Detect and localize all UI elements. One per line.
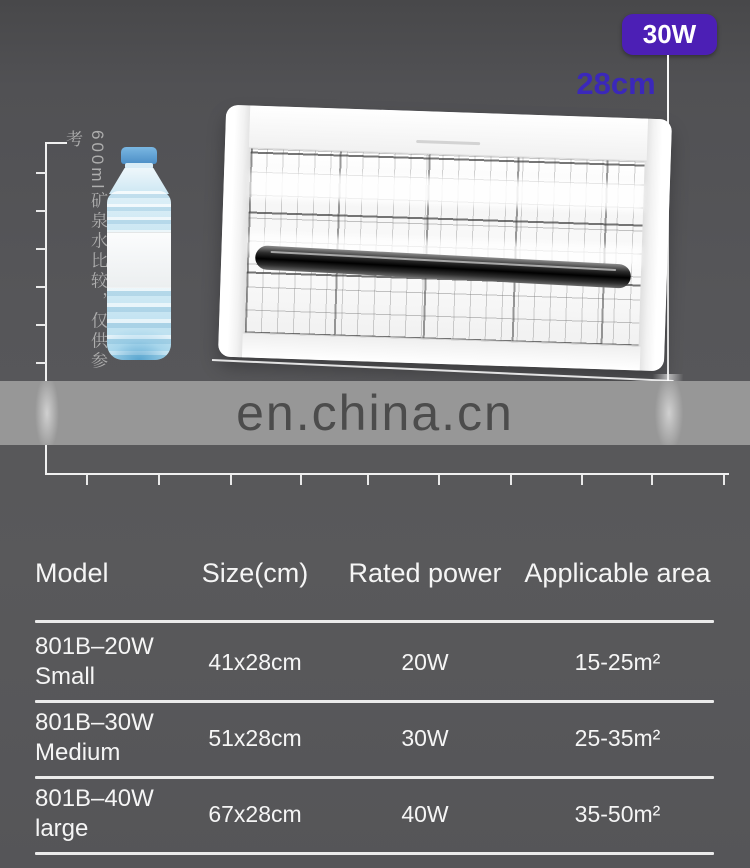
comparison-note: 600ml矿泉水比较，仅供参考 — [63, 130, 107, 372]
ruler-tick — [36, 248, 46, 250]
insect-killer-lamp — [218, 105, 672, 372]
table-row — [35, 778, 715, 850]
power-cell: 20W — [401, 648, 449, 675]
ruler-tick — [158, 475, 160, 485]
ruler-tick — [581, 475, 583, 485]
device-wire-grid — [245, 149, 645, 347]
header-applicable-area: Applicable area — [524, 557, 711, 588]
area-cell: 25-35m² — [574, 724, 661, 751]
model-size-label: Medium — [35, 739, 121, 766]
ruler-tick — [367, 475, 369, 485]
watermark-band — [0, 381, 750, 445]
bottle-label — [107, 232, 171, 288]
model-cell — [35, 784, 180, 844]
power-badge: 30W — [622, 14, 717, 55]
table-divider — [35, 852, 714, 855]
bottle-cap — [121, 147, 157, 164]
ruler-tick — [723, 475, 725, 485]
model-size-label: Small — [35, 663, 96, 690]
ruler-tick — [438, 475, 440, 485]
lamp-glow — [249, 171, 644, 212]
ruler-tick — [36, 172, 46, 174]
watermark-text: en.china.cn — [236, 385, 514, 441]
light-streak — [650, 381, 688, 445]
power-cell: 30W — [401, 724, 449, 751]
model-cell — [35, 632, 180, 692]
area-cell: 35-50m² — [574, 800, 661, 827]
bottle-ridges — [107, 191, 171, 232]
device-handle-slot — [416, 140, 480, 145]
horizontal-ruler — [45, 473, 729, 475]
model-name: 801B–40W — [35, 785, 154, 812]
header-model: Model — [35, 557, 109, 588]
area-cell: 15-25m² — [574, 648, 661, 675]
ruler-tick — [36, 210, 46, 212]
spec-table-header — [35, 551, 715, 595]
size-cell: 67x28cm — [208, 800, 302, 827]
model-size-label: large — [35, 815, 89, 842]
height-dimension-label: 28cm — [576, 66, 656, 101]
size-cell: 51x28cm — [208, 724, 302, 751]
table-divider — [35, 620, 714, 623]
power-cell: 40W — [401, 800, 449, 827]
model-name: 801B–20W — [35, 633, 154, 660]
water-bottle — [103, 147, 175, 360]
bottle-base — [107, 328, 171, 360]
size-cell: 41x28cm — [208, 648, 302, 675]
ruler-tick — [510, 475, 512, 485]
model-name: 801B–30W — [35, 709, 154, 736]
ruler-tick — [36, 324, 46, 326]
ruler-tick — [36, 286, 46, 288]
table-row — [35, 626, 715, 698]
table-row — [35, 702, 715, 774]
header-rated-power: Rated power — [348, 557, 502, 588]
header-size: Size(cm) — [201, 557, 309, 588]
ruler-tick — [36, 362, 46, 364]
ruler-tick — [86, 475, 88, 485]
ruler-tick — [230, 475, 232, 485]
ruler-tick — [651, 475, 653, 485]
light-streak — [31, 381, 63, 445]
model-cell — [35, 708, 180, 768]
bottle-body — [107, 191, 171, 360]
ruler-tick — [300, 475, 302, 485]
